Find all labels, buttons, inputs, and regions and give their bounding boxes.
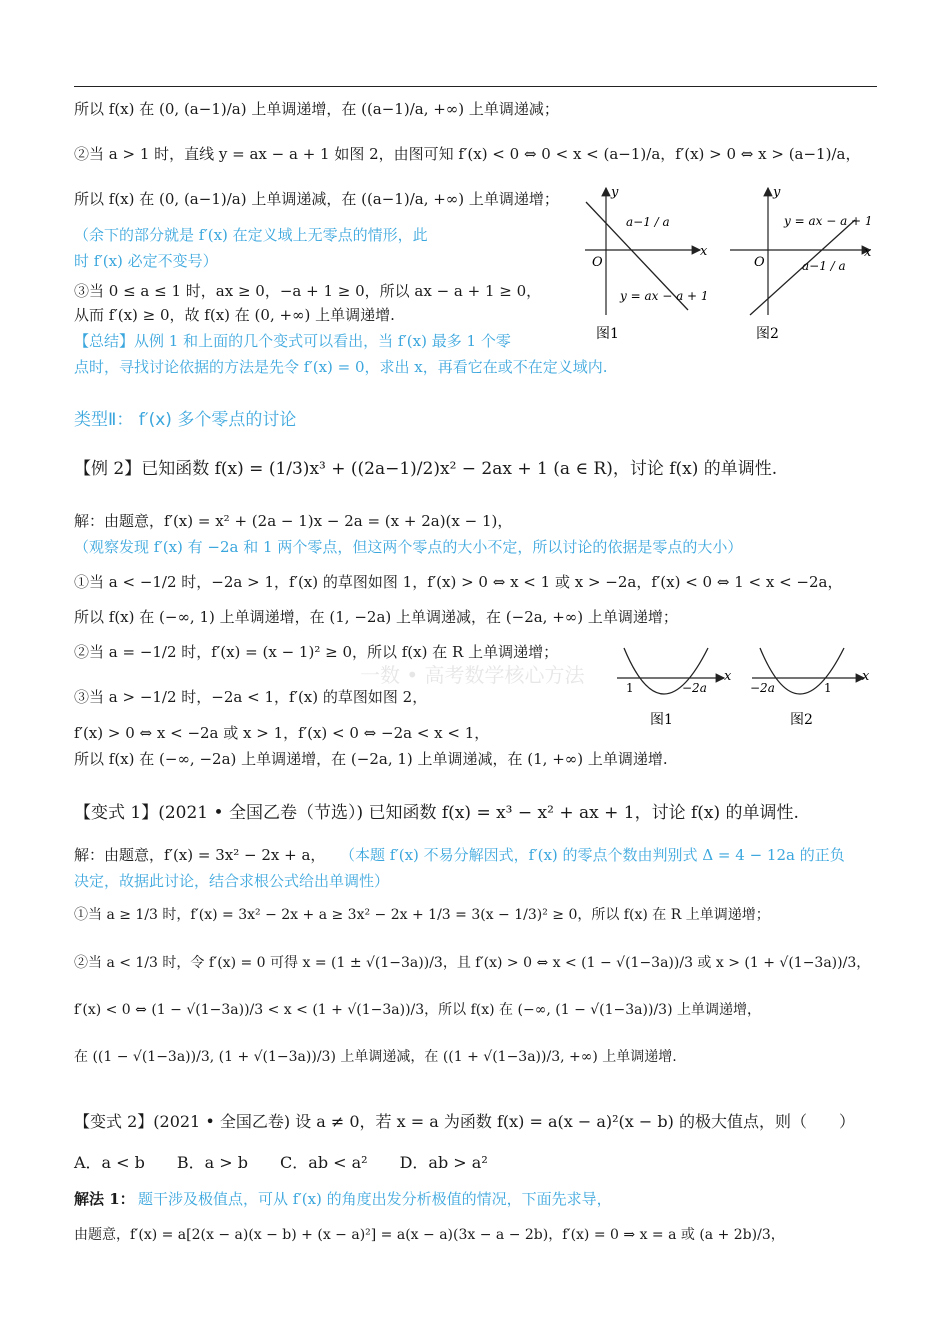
root-label: −2a [682, 681, 707, 695]
variant-statement: 【变式 2】(2021 • 全国乙卷) 设 a ≠ 0，若 x = a 为函数 f(x) = a(x − a)²(x − b) 的极大值点，则（ ） [74, 1112, 855, 1131]
origin-label: O [754, 255, 765, 270]
root-label: 1 [824, 681, 832, 695]
root-label: −2a [750, 681, 775, 695]
note-line: （观察发现 f′(x) 有 −2a 和 1 两个零点，但这两个零点的大小不定，所以讨论的依据是零点的大小） [74, 538, 743, 556]
text-line: 所以 f(x) 在 (0, (a−1)/a) 上单调递增，在 ((a−1)/a, +∞) 上单调递减； [74, 100, 559, 118]
note-line: 决定，故据此讨论，结合求根公式给出单调性） [74, 872, 390, 890]
text-line: 解：由题意，f′(x) = x² + (2a − 1)x − 2a = (x + 2a)(x − 1)， [74, 512, 513, 530]
watermark: 一数 • 高考数学核心方法 [360, 663, 585, 687]
note-line: 时 f′(x) 必定不变号） [74, 252, 218, 270]
y-axis-label: y [611, 185, 619, 200]
x-axis-label: x [724, 669, 732, 684]
text-line: ①当 a ≥ 1/3 时，f′(x) = 3x² − 2x + a ≥ 3x² − 2x + 1/3 = 3(x − 1/3)² ≥ 0，所以 f(x) 在 R 上单调递增； [74, 907, 770, 923]
text-line: ③当 a > −1/2 时，−2a < 1，f′(x) 的草图如图 2， [74, 688, 428, 706]
summary-line: 点时，寻找讨论依据的方法是先令 f′(x) = 0，求出 x，再看它在或不在定义域内. [74, 358, 608, 376]
line-equation: y = ax − a + 1 [620, 289, 709, 303]
text-line: ①当 a < −1/2 时，−2a > 1，f′(x) 的草图如图 1，f′(x) > 0 ⇔ x < 1 或 x > −2a，f′(x) < 0 ⇔ 1 < x < −2a， [74, 573, 843, 591]
text-line: ③当 0 ≤ a ≤ 1 时，ax ≥ 0，−a + 1 ≥ 0，所以 ax − a + 1 ≥ 0， [74, 282, 542, 300]
text-line: 所以 f(x) 在 (0, (a−1)/a) 上单调递减，在 ((a−1)/a, +∞) 上单调递增； [74, 190, 559, 208]
x-axis-label: x [700, 244, 708, 259]
origin-label: O [592, 255, 603, 270]
text-line: 解：由题意，f′(x) = 3x² − 2x + a， [74, 846, 326, 864]
note-line: 题干涉及极值点，可从 f′(x) 的角度出发分析极值的情况，下面先求导， [138, 1190, 612, 1208]
variant-statement: 【变式 1】(2021 • 全国乙卷（节选）) 已知函数 f(x) = x³ − x² + ax + 1，讨论 f(x) 的单调性. [74, 803, 799, 823]
text-line: 在 ((1 − √(1−3a))/3, (1 + √(1−3a))/3) 上单调递减，在 ((1 + √(1−3a))/3, +∞) 上单调递增. [74, 1049, 677, 1065]
line-equation: y = ax − a + 1 [784, 214, 873, 228]
note-line: （本题 f′(x) 不易分解因式，f′(x) 的零点个数由判别式 Δ = 4 − 12a 的正负 [340, 846, 845, 864]
summary-line: 【总结】从例 1 和上面的几个变式可以看出，当 f′(x) 最多 1 个零 [74, 332, 511, 350]
text-line: ②当 a > 1 时，直线 y = ax − a + 1 如图 2，由图可知 f′(x) < 0 ⇔ 0 < x < (a−1)/a，f′(x) > 0 ⇔ x > (a−1)/a， [74, 145, 861, 163]
text-line: 所以 f(x) 在 (−∞, 1) 上单调递增，在 (1, −2a) 上单调递减，在 (−2a, +∞) 上单调递增； [74, 608, 678, 626]
figure-caption: 图2 [790, 712, 813, 728]
figure-caption: 图1 [650, 712, 673, 728]
text-line: f′(x) > 0 ⇔ x < −2a 或 x > 1，f′(x) < 0 ⇔ −2a < x < 1， [74, 724, 490, 742]
y-axis-label: y [773, 185, 781, 200]
root-label: a−1 / a [802, 259, 846, 273]
text-line: 从而 f′(x) ≥ 0，故 f(x) 在 (0, +∞) 上单调递增. [74, 306, 395, 324]
figure-caption: 图1 [596, 326, 619, 342]
line-figures [580, 180, 880, 350]
root-label: a−1 / a [626, 215, 670, 229]
note-line: （余下的部分就是 f′(x) 在定义域上无零点的情形，此 [74, 226, 428, 244]
text-line: 所以 f(x) 在 (−∞, −2a) 上单调递增，在 (−2a, 1) 上单调递减，在 (1, +∞) 上单调递增. [74, 750, 668, 768]
text-line: f′(x) < 0 ⇔ (1 − √(1−3a))/3 < x < (1 + √(1−3a))/3，所以 f(x) 在 (−∞, (1 − √(1−3a))/3) 上单调递增， [74, 1002, 761, 1018]
x-axis-label: x [862, 669, 870, 684]
example-statement: 【例 2】已知函数 f(x) = (1/3)x³ + ((2a−1)/2)x² − 2ax + 1 (a ∈ R)，讨论 f(x) 的单调性. [74, 459, 778, 479]
text-line: ②当 a = −1/2 时，f′(x) = (x − 1)² ≥ 0，所以 f(x) 在 R 上单调递增； [74, 643, 559, 661]
solution-label: 解法 1： [74, 1190, 135, 1208]
figure-caption: 图2 [756, 326, 779, 342]
text-line: ②当 a < 1/3 时，令 f′(x) = 0 可得 x = (1 ± √(1−3a))/3，且 f′(x) > 0 ⇔ x < (1 − √(1−3a))/3 或 x > (1 + √(1−3a))/3， [74, 955, 871, 971]
root-label: 1 [626, 681, 634, 695]
x-axis-label: x [864, 245, 872, 260]
answer-options: A．a < b B．a > b C．ab < a² D．ab > a² [74, 1153, 488, 1172]
section-heading: 类型Ⅱ： f′(x) 多个零点的讨论 [74, 410, 297, 430]
text-line: 由题意，f′(x) = a[2(x − a)(x − b) + (x − a)²] = a(x − a)(3x − a − 2b)，f′(x) = 0 ⇒ x = a 或 (a + 2b)/3， [74, 1227, 785, 1243]
top-rule [74, 86, 877, 87]
parabola-figures [612, 640, 882, 735]
